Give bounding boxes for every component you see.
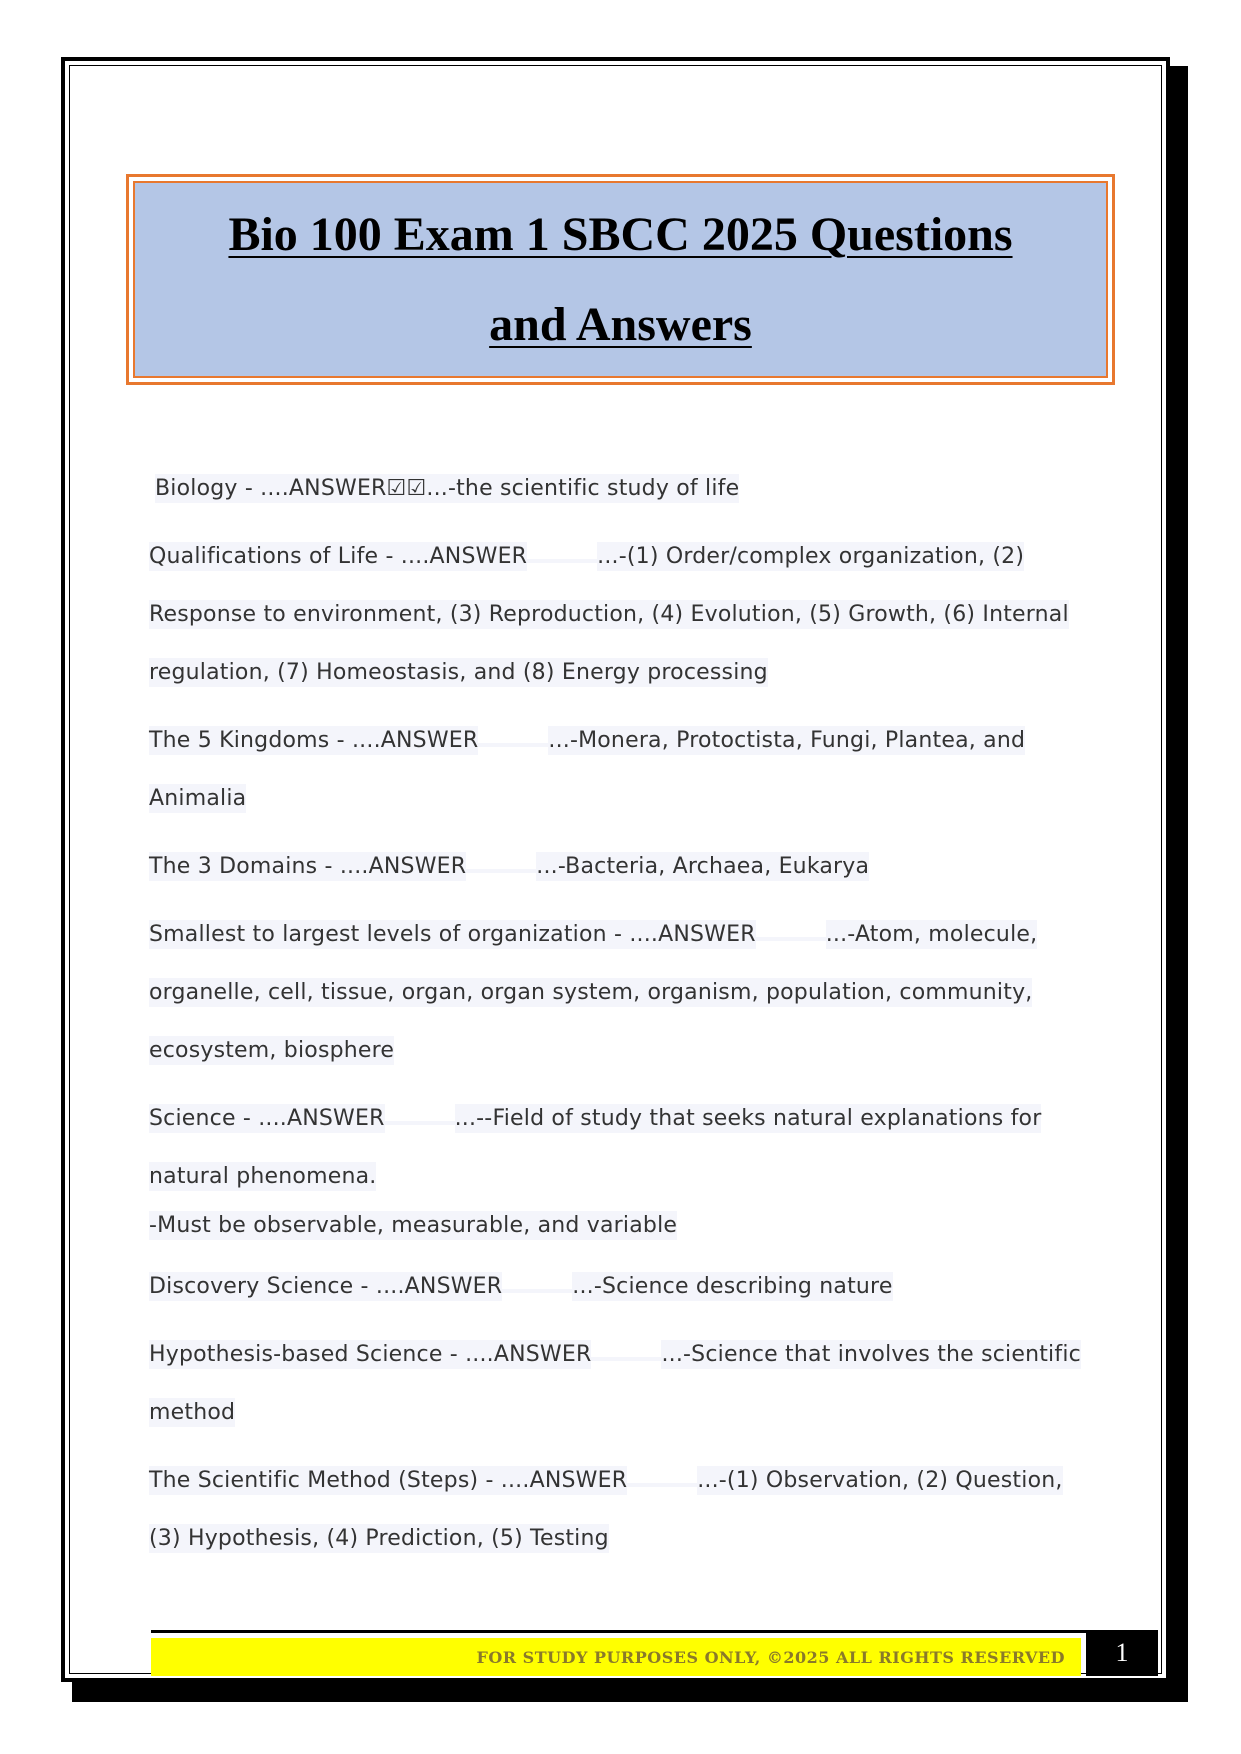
qa-question: Qualifications of Life - ....ANSWER <box>149 544 528 569</box>
qa-answer: ...-(1) Order/complex organization, (2) Response to environment, (3) Reproduction, (4) Evolution, (5) Growth, (6) Internal regulation, (7) Homeostasis, and (8) Energy processing <box>149 544 1069 685</box>
title-line-2: and Answers <box>489 297 752 351</box>
qa-answer: -the scientific study of life <box>447 476 740 501</box>
qa-question: Discovery Science - ....ANSWER <box>149 1274 503 1299</box>
title-box <box>126 174 1115 385</box>
qa-entry <box>149 1326 1089 1442</box>
qa-entry <box>149 906 1089 1080</box>
qa-answer: ...-Atom, molecule, organelle, cell, tissue, organ, organ system, organism, population, community, ecosystem, biosphere <box>149 922 1038 1063</box>
document-title <box>228 190 1012 370</box>
qa-question: The 3 Domains - ....ANSWER <box>149 854 467 879</box>
qa-entry <box>149 1090 1089 1206</box>
qa-list <box>149 460 1089 1578</box>
footer-rule <box>151 1630 1086 1633</box>
qa-question: The Scientific Method (Steps) - ....ANSWER <box>149 1468 628 1493</box>
title-line-1: Bio 100 Exam 1 SBCC 2025 Questions <box>228 207 1013 261</box>
qa-entry-continuation <box>149 1206 1089 1246</box>
qa-answer: ...-(1) Observation, (2) Question, (3) Hypothesis, (4) Prediction, (5) Testing <box>149 1468 1063 1551</box>
footer-band <box>151 1638 1081 1676</box>
qa-answer: ...-Science describing nature <box>572 1274 893 1299</box>
qa-entry <box>149 460 1089 518</box>
qa-answer: ...-Science that involves the scientific method <box>149 1342 1081 1425</box>
qa-entry <box>149 1452 1089 1568</box>
qa-answer: ...--Field of study that seeks natural explanations for natural phenomena. <box>149 1106 1042 1189</box>
qa-answer: ...-Bacteria, Archaea, Eukarya <box>536 854 870 879</box>
qa-answer: ...-Monera, Protoctista, Fungi, Plantea, and Animalia <box>149 728 1026 811</box>
page-number: 1 <box>1115 1638 1129 1667</box>
qa-entry <box>149 528 1089 702</box>
qa-entry <box>149 1258 1089 1316</box>
footer-notice: FOR STUDY PURPOSES ONLY, ©2025 ALL RIGHTS RESERVED <box>476 1647 1065 1667</box>
qa-question: Biology - ....ANSWER☑☑... <box>155 476 448 501</box>
page-number-box <box>1086 1630 1158 1676</box>
qa-entry <box>149 712 1089 828</box>
qa-question: Smallest to largest levels of organization - ....ANSWER <box>149 922 756 947</box>
qa-question: The 5 Kingdoms - ....ANSWER <box>149 728 479 753</box>
qa-answer-extra: -Must be observable, measurable, and variable <box>149 1213 678 1238</box>
qa-question: Hypothesis-based Science - ....ANSWER <box>149 1342 592 1367</box>
qa-question: Science - ....ANSWER <box>149 1106 385 1131</box>
qa-entry <box>149 838 1089 896</box>
